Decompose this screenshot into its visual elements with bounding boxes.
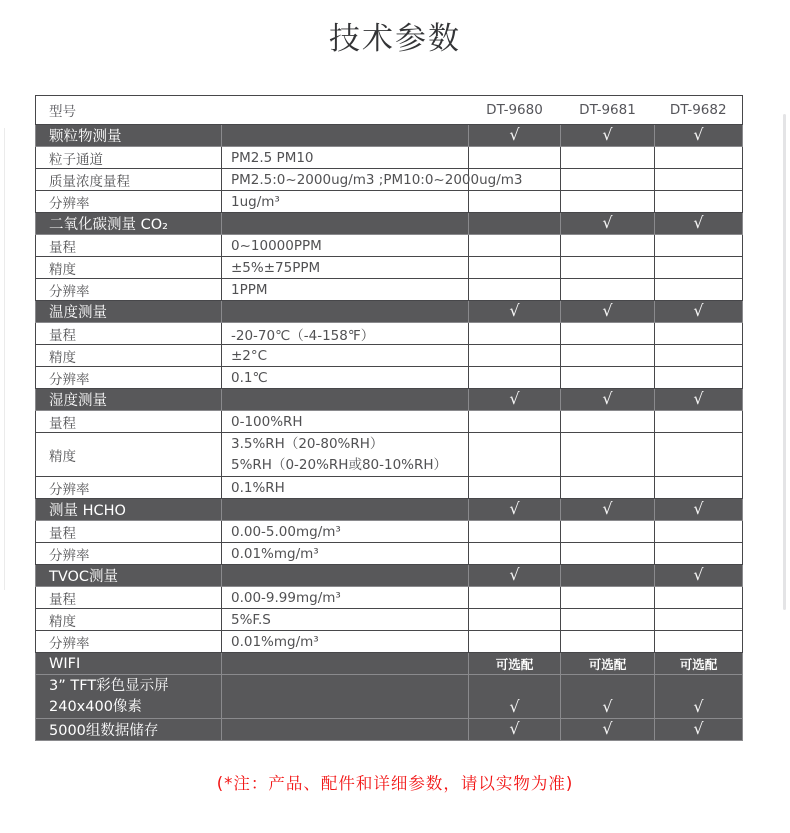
section-label-cell: 测量 HCHO bbox=[36, 499, 222, 521]
model-check-cell bbox=[561, 433, 655, 477]
spec-row bbox=[36, 521, 743, 543]
model-check-cell bbox=[561, 719, 655, 741]
model-check-cell bbox=[561, 543, 655, 565]
model-check-cell bbox=[655, 191, 743, 213]
model-check-cell bbox=[561, 323, 655, 345]
model-check-cell bbox=[469, 213, 561, 235]
section-label-line1: 3” TFT彩色显示屏 bbox=[49, 677, 169, 694]
section-value-cell bbox=[222, 125, 469, 147]
check-mark: √ bbox=[602, 301, 613, 320]
model-check-cell bbox=[469, 653, 561, 675]
model-check-cell bbox=[561, 631, 655, 653]
check-mark: √ bbox=[693, 719, 704, 738]
model-check-cell bbox=[469, 323, 561, 345]
spec-label-cell: 量程 bbox=[36, 323, 222, 345]
model-check-cell bbox=[469, 543, 561, 565]
spec-value-line1: 3.5%RH（20-80%RH） bbox=[231, 435, 384, 452]
model-check-cell bbox=[469, 125, 561, 147]
model-check-cell bbox=[655, 367, 743, 389]
section-value-cell bbox=[222, 499, 469, 521]
optional-badge: 可选配 bbox=[679, 656, 718, 672]
section-value-cell bbox=[222, 565, 469, 587]
spec-table bbox=[35, 95, 743, 741]
spec-label-cell: 分辨率 bbox=[36, 279, 222, 301]
spec-row bbox=[36, 367, 743, 389]
model-check-cell bbox=[469, 433, 561, 477]
model-check-cell bbox=[655, 301, 743, 323]
spec-value-cell: -20-70℃（-4-158℉） bbox=[222, 323, 469, 345]
section-row bbox=[36, 389, 743, 411]
section-label-cell bbox=[36, 675, 222, 719]
model-check-cell bbox=[469, 147, 561, 169]
spec-label-cell: 精度 bbox=[36, 609, 222, 631]
model-check-cell bbox=[469, 521, 561, 543]
section-value-cell bbox=[222, 653, 469, 675]
model-check-cell bbox=[655, 433, 743, 477]
check-mark: √ bbox=[602, 125, 613, 144]
model-check-cell bbox=[469, 609, 561, 631]
section-label-line2: 240x400像素 bbox=[49, 698, 142, 715]
check-mark: √ bbox=[602, 719, 613, 738]
spec-label-cell: 质量浓度量程 bbox=[36, 169, 222, 191]
check-mark: √ bbox=[693, 499, 704, 518]
check-mark: √ bbox=[509, 301, 520, 320]
check-mark: √ bbox=[509, 389, 520, 408]
table-header-row bbox=[36, 96, 743, 125]
spec-value-cell: PM2.5:0~2000ug/m3 ;PM10:0~2000ug/m3 bbox=[222, 169, 469, 191]
spec-row bbox=[36, 433, 743, 477]
header-model-dt9681: DT-9681 bbox=[561, 96, 655, 125]
section-row bbox=[36, 653, 743, 675]
model-check-cell bbox=[561, 301, 655, 323]
check-mark: √ bbox=[693, 213, 704, 232]
spec-row bbox=[36, 235, 743, 257]
model-check-cell bbox=[469, 345, 561, 367]
section-row bbox=[36, 675, 743, 719]
section-row bbox=[36, 565, 743, 587]
section-value-cell bbox=[222, 719, 469, 741]
spec-row bbox=[36, 345, 743, 367]
section-row bbox=[36, 213, 743, 235]
section-label-cell: 颗粒物测量 bbox=[36, 125, 222, 147]
section-label-cell: WIFI bbox=[36, 653, 222, 675]
model-check-cell bbox=[561, 235, 655, 257]
spec-value-cell: 0.1℃ bbox=[222, 367, 469, 389]
scrollbar-thumb bbox=[783, 114, 786, 610]
spec-value-cell bbox=[222, 433, 469, 477]
section-value-cell bbox=[222, 301, 469, 323]
model-check-cell bbox=[655, 653, 743, 675]
model-check-cell bbox=[561, 521, 655, 543]
model-check-cell bbox=[655, 257, 743, 279]
model-check-cell bbox=[561, 169, 655, 191]
model-check-cell bbox=[469, 587, 561, 609]
spec-row bbox=[36, 323, 743, 345]
model-check-cell bbox=[655, 609, 743, 631]
check-mark: √ bbox=[602, 389, 613, 408]
model-check-cell bbox=[469, 565, 561, 587]
spec-table-body bbox=[36, 125, 743, 741]
model-check-cell bbox=[469, 719, 561, 741]
model-check-cell bbox=[655, 587, 743, 609]
model-check-cell bbox=[561, 653, 655, 675]
check-mark: √ bbox=[693, 389, 704, 408]
spec-label-cell: 量程 bbox=[36, 235, 222, 257]
model-check-cell bbox=[655, 499, 743, 521]
spec-value-line2: 5%RH（0-20%RH或80-10%RH） bbox=[231, 456, 448, 473]
check-mark: √ bbox=[602, 499, 613, 518]
model-check-cell bbox=[655, 169, 743, 191]
spec-row bbox=[36, 411, 743, 433]
model-check-cell bbox=[655, 323, 743, 345]
check-mark: √ bbox=[693, 565, 704, 584]
section-row bbox=[36, 125, 743, 147]
spec-label-cell: 精度 bbox=[36, 345, 222, 367]
page-title: 技术参数 bbox=[329, 21, 461, 57]
section-label-cell: TVOC测量 bbox=[36, 565, 222, 587]
model-check-cell bbox=[655, 125, 743, 147]
model-check-cell bbox=[655, 279, 743, 301]
spec-row bbox=[36, 543, 743, 565]
spec-row bbox=[36, 609, 743, 631]
model-check-cell bbox=[655, 631, 743, 653]
spec-label-cell: 量程 bbox=[36, 521, 222, 543]
model-check-cell bbox=[469, 257, 561, 279]
section-label-cell: 二氧化碳测量 CO₂ bbox=[36, 213, 222, 235]
model-check-cell bbox=[655, 235, 743, 257]
spec-value-cell: 5%F.S bbox=[222, 609, 469, 631]
model-check-cell bbox=[469, 235, 561, 257]
spec-value-cell: PM2.5 PM10 bbox=[222, 147, 469, 169]
optional-badge: 可选配 bbox=[495, 656, 534, 672]
check-mark: √ bbox=[509, 125, 520, 144]
model-check-cell bbox=[655, 389, 743, 411]
footnote: (*注：产品、配件和详细参数，请以实物为准) bbox=[216, 774, 574, 793]
model-check-cell bbox=[561, 587, 655, 609]
spec-row bbox=[36, 631, 743, 653]
model-check-cell bbox=[655, 147, 743, 169]
model-check-cell bbox=[655, 565, 743, 587]
header-model-label: 型号 bbox=[36, 96, 222, 125]
check-mark: √ bbox=[602, 697, 613, 716]
header-model-dt9680: DT-9680 bbox=[469, 96, 561, 125]
section-label-cell: 5000组数据储存 bbox=[36, 719, 222, 741]
optional-badge: 可选配 bbox=[588, 656, 627, 672]
check-mark: √ bbox=[509, 565, 520, 584]
model-check-cell bbox=[561, 477, 655, 499]
model-check-cell bbox=[561, 609, 655, 631]
model-check-cell bbox=[561, 213, 655, 235]
check-mark: √ bbox=[509, 697, 520, 716]
section-label-cell: 湿度测量 bbox=[36, 389, 222, 411]
page-edge-line bbox=[4, 128, 5, 590]
model-check-cell bbox=[655, 477, 743, 499]
spec-label-cell: 精度 bbox=[36, 257, 222, 279]
model-check-cell bbox=[655, 411, 743, 433]
spec-row bbox=[36, 587, 743, 609]
model-check-cell bbox=[561, 499, 655, 521]
model-check-cell bbox=[561, 125, 655, 147]
spec-label-cell: 精度 bbox=[36, 433, 222, 477]
spec-row bbox=[36, 147, 743, 169]
check-mark: √ bbox=[693, 301, 704, 320]
section-value-cell bbox=[222, 213, 469, 235]
model-check-cell bbox=[561, 389, 655, 411]
spec-row bbox=[36, 191, 743, 213]
model-check-cell bbox=[655, 521, 743, 543]
spec-value-cell: 0.00-9.99mg/m³ bbox=[222, 587, 469, 609]
model-check-cell bbox=[469, 301, 561, 323]
model-check-cell bbox=[469, 477, 561, 499]
model-check-cell bbox=[469, 675, 561, 719]
model-check-cell bbox=[469, 631, 561, 653]
spec-value-cell: 0.00-5.00mg/m³ bbox=[222, 521, 469, 543]
model-check-cell bbox=[469, 367, 561, 389]
spec-value-cell: 0.01%mg/m³ bbox=[222, 631, 469, 653]
model-check-cell bbox=[469, 279, 561, 301]
header-empty-cell bbox=[222, 96, 469, 125]
spec-label-cell: 分辨率 bbox=[36, 191, 222, 213]
model-check-cell bbox=[655, 213, 743, 235]
section-row bbox=[36, 499, 743, 521]
section-label-cell: 温度测量 bbox=[36, 301, 222, 323]
check-mark: √ bbox=[693, 125, 704, 144]
spec-value-cell: 0~10000PPM bbox=[222, 235, 469, 257]
model-check-cell bbox=[561, 675, 655, 719]
model-check-cell bbox=[561, 565, 655, 587]
model-check-cell bbox=[561, 345, 655, 367]
model-check-cell bbox=[469, 499, 561, 521]
spec-label-cell: 量程 bbox=[36, 411, 222, 433]
model-check-cell bbox=[561, 411, 655, 433]
check-mark: √ bbox=[602, 213, 613, 232]
model-check-cell bbox=[561, 279, 655, 301]
model-check-cell bbox=[655, 543, 743, 565]
model-check-cell bbox=[561, 147, 655, 169]
spec-label-cell: 分辨率 bbox=[36, 367, 222, 389]
section-value-cell bbox=[222, 389, 469, 411]
section-row bbox=[36, 719, 743, 741]
spec-value-cell: 0.1%RH bbox=[222, 477, 469, 499]
spec-row bbox=[36, 257, 743, 279]
spec-value-cell: 0.01%mg/m³ bbox=[222, 543, 469, 565]
spec-label-cell: 粒子通道 bbox=[36, 147, 222, 169]
spec-value-cell: ±2°C bbox=[222, 345, 469, 367]
check-mark: √ bbox=[693, 697, 704, 716]
spec-label-cell: 量程 bbox=[36, 587, 222, 609]
model-check-cell bbox=[655, 345, 743, 367]
check-mark: √ bbox=[509, 499, 520, 518]
spec-label-cell: 分辨率 bbox=[36, 631, 222, 653]
header-model-dt9682: DT-9682 bbox=[655, 96, 743, 125]
check-mark: √ bbox=[509, 719, 520, 738]
model-check-cell bbox=[655, 719, 743, 741]
spec-label-cell: 分辨率 bbox=[36, 477, 222, 499]
spec-row bbox=[36, 279, 743, 301]
spec-row bbox=[36, 169, 743, 191]
model-check-cell bbox=[561, 257, 655, 279]
spec-label-cell: 分辨率 bbox=[36, 543, 222, 565]
spec-row bbox=[36, 477, 743, 499]
section-row bbox=[36, 301, 743, 323]
spec-value-cell: 0-100%RH bbox=[222, 411, 469, 433]
section-value-cell bbox=[222, 675, 469, 719]
spec-value-cell: 1ug/m³ bbox=[222, 191, 469, 213]
spec-value-cell: ±5%±75PPM bbox=[222, 257, 469, 279]
model-check-cell bbox=[561, 191, 655, 213]
model-check-cell bbox=[469, 191, 561, 213]
model-check-cell bbox=[561, 367, 655, 389]
model-check-cell bbox=[469, 411, 561, 433]
model-check-cell bbox=[469, 389, 561, 411]
spec-value-cell: 1PPM bbox=[222, 279, 469, 301]
model-check-cell bbox=[655, 675, 743, 719]
